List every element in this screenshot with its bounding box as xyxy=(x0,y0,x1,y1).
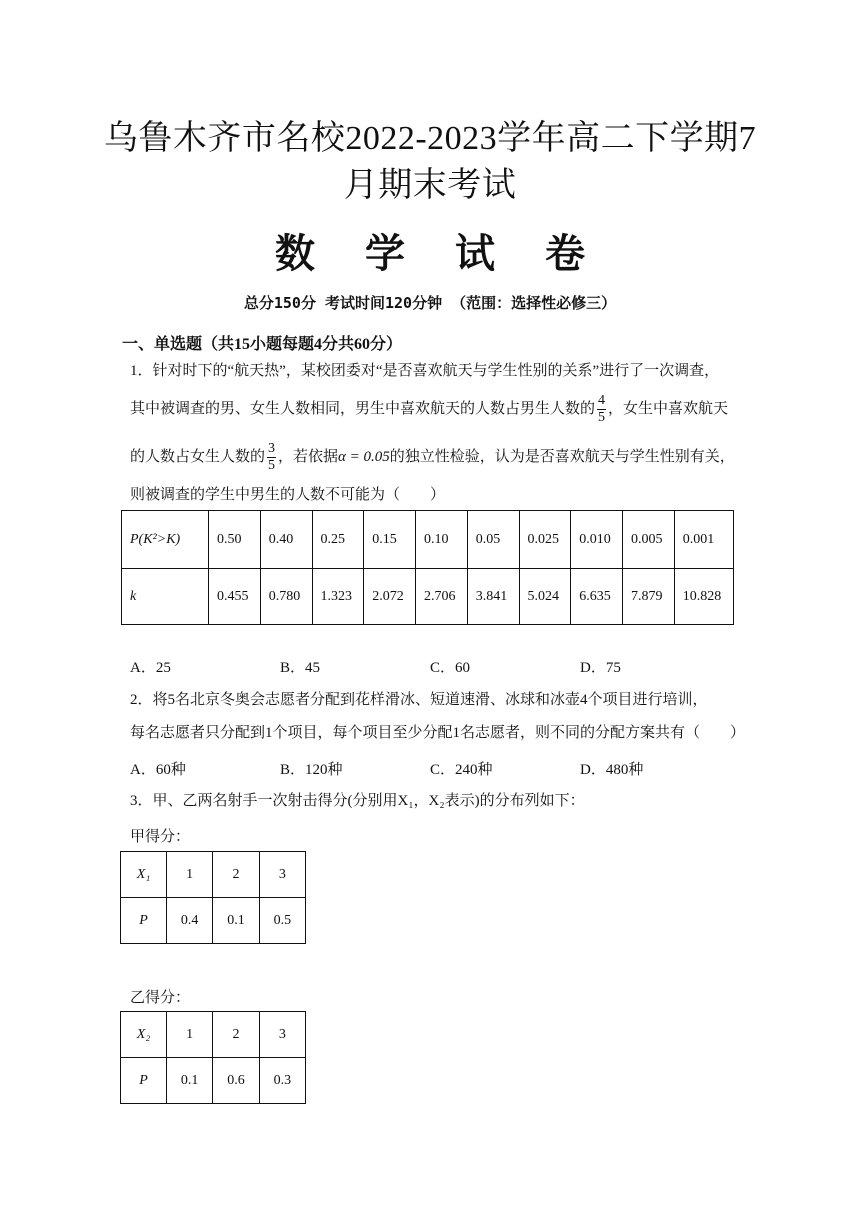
table-cell: 0.005 xyxy=(623,511,675,569)
table-header-cell: P xyxy=(121,898,167,944)
table-cell: 0.6 xyxy=(213,1058,259,1104)
table-cell: 2 xyxy=(213,1012,259,1058)
table-cell: 2.706 xyxy=(416,569,468,625)
distribution-table-a xyxy=(120,851,306,944)
table-cell: 0.40 xyxy=(260,511,312,569)
q3-label-a: 甲得分： xyxy=(130,829,191,845)
frac-numerator: 3 xyxy=(268,441,276,456)
frac-denominator: 5 xyxy=(268,458,276,473)
table-header-cell: k xyxy=(122,569,209,625)
table-cell: 1 xyxy=(166,852,212,898)
table-cell: 7.879 xyxy=(623,569,675,625)
table-cell: 0.1 xyxy=(213,898,259,944)
table-cell: 0.25 xyxy=(312,511,364,569)
table-row xyxy=(121,852,306,898)
table-row xyxy=(121,1012,306,1058)
table-cell: 3.841 xyxy=(467,569,519,625)
q1-line2-b: ，女生中喜欢航天 xyxy=(608,400,729,417)
q1-line3-a: 的人数占女生人数的 xyxy=(130,448,266,465)
q2-option-c: C．240种 xyxy=(430,762,493,778)
q2-line2: 每名志愿者只分配到1个项目，每个项目至少分配1名志愿者，则不同的分配方案共有（ ） xyxy=(130,725,746,741)
q2-option-d: D．480种 xyxy=(580,762,644,778)
table-cell: 0.5 xyxy=(259,898,305,944)
table-row xyxy=(121,898,306,944)
exam-info: 总分150分 考试时间120分钟 （范围：选择性必修三） xyxy=(243,294,617,312)
q1-line3-b: ，若依据 xyxy=(278,448,339,465)
table-cell: 1.323 xyxy=(312,569,364,625)
table-header-cell: P(K²>K) xyxy=(122,511,209,569)
q2-option-b: B．120种 xyxy=(280,762,343,778)
frac-numerator: 4 xyxy=(598,393,606,408)
table-cell: 5.024 xyxy=(519,569,571,625)
table-cell: 0.001 xyxy=(674,511,733,569)
table-header-cell: X₁ xyxy=(121,852,167,898)
exam-title-line1: 乌鲁木齐市名校2022-2023学年高二下学期7 xyxy=(103,120,757,157)
table-cell: 0.15 xyxy=(364,511,416,569)
table-cell: 0.455 xyxy=(209,569,261,625)
q1-line3-c: 的独立性检验，认为是否喜欢航天与学生性别有关， xyxy=(389,448,735,465)
table-cell: 0.05 xyxy=(467,511,519,569)
table-row xyxy=(121,1058,306,1104)
fraction-four-fifths xyxy=(597,393,606,426)
table-cell: 0.025 xyxy=(519,511,571,569)
table-row xyxy=(122,569,734,625)
q1-option-c: C．60 xyxy=(430,660,471,676)
table-cell: 2.072 xyxy=(364,569,416,625)
table-header-cell: X₂ xyxy=(121,1012,167,1058)
q2-option-a: A．60种 xyxy=(130,762,186,778)
table-cell: 3 xyxy=(259,852,305,898)
q1-line2 xyxy=(130,393,740,426)
q1-option-d: D．75 xyxy=(580,660,621,676)
q2-line1: 2．将5名北京冬奥会志愿者分配到花样滑冰、短道速滑、冰球和冰壶4个项目进行培训， xyxy=(130,692,708,708)
section-title: 一、单选题（共15小题每题4分共60分） xyxy=(122,336,403,353)
table-cell: 0.780 xyxy=(260,569,312,625)
alpha-value: α = 0.05 xyxy=(338,448,390,465)
table-cell: 3 xyxy=(259,1012,305,1058)
subject-heading: 数学试卷 xyxy=(275,230,635,277)
q1-option-a: A．25 xyxy=(130,660,171,676)
q3-label-b: 乙得分： xyxy=(130,990,191,1006)
critical-value-table xyxy=(121,510,734,625)
exam-title-line2: 月期末考试 xyxy=(343,167,517,204)
table-cell: 0.10 xyxy=(416,511,468,569)
table-cell: 1 xyxy=(166,1012,212,1058)
q1-line4: 则被调查的学生中男生的人数不可能为（ ） xyxy=(130,487,446,503)
table-cell: 0.4 xyxy=(166,898,212,944)
frac-denominator: 5 xyxy=(598,410,606,425)
distribution-table-b xyxy=(120,1011,306,1104)
q1-line2-a: 其中被调查的男、女生人数相同，男生中喜欢航天的人数占男生人数的 xyxy=(130,400,596,417)
q3-line1: 3．甲、乙两名射手一次射击得分(分别用X₁，X₂表示)的分布列如下： xyxy=(130,793,585,809)
table-cell: 2 xyxy=(213,852,259,898)
table-cell: 6.635 xyxy=(571,569,623,625)
q1-line3 xyxy=(130,441,740,474)
table-cell: 0.1 xyxy=(166,1058,212,1104)
table-cell: 10.828 xyxy=(674,569,733,625)
fraction-three-fifths xyxy=(267,441,276,474)
table-row xyxy=(122,511,734,569)
table-cell: 0.50 xyxy=(209,511,261,569)
table-cell: 0.010 xyxy=(571,511,623,569)
table-header-cell: P xyxy=(121,1058,167,1104)
q1-line1: 1．针对时下的“航天热”，某校团委对“是否喜欢航天与学生性别的关系”进行了一次调查， xyxy=(130,363,720,379)
q1-option-b: B．45 xyxy=(280,660,321,676)
table-cell: 0.3 xyxy=(259,1058,305,1104)
